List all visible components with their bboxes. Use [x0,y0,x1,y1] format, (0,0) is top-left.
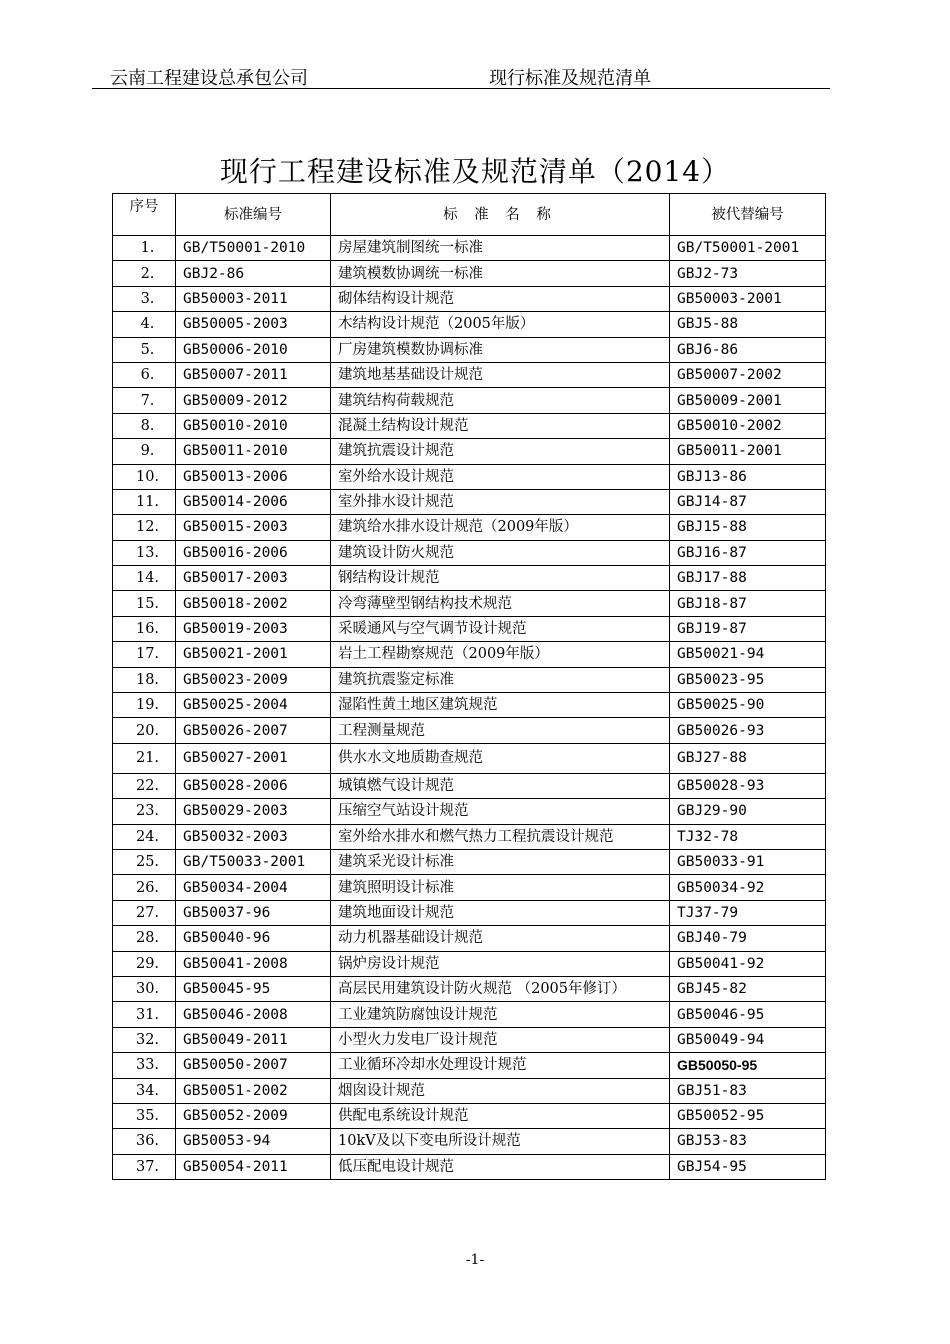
cell-name: 混凝土结构设计规范 [331,413,670,438]
table-row [113,642,826,667]
table-row [113,900,826,925]
table-row [113,312,826,337]
header-replaced: 被代替编号 [670,194,826,236]
cell-name: 建筑给水排水设计规范（2009年版） [331,515,670,540]
cell-code: GB50025-2004 [176,693,331,718]
cell-name: 厂房建筑模数协调标准 [331,337,670,362]
table-row [113,976,826,1001]
header-name: 标 准 名 称 [331,194,670,236]
cell-no: 36. [113,1129,176,1154]
cell-code: GB/T50033-2001 [176,849,331,874]
cell-no: 15. [113,591,176,616]
cell-replaced: TJ37-79 [670,900,826,925]
cell-replaced: GBJ2-73 [670,261,826,286]
cell-no: 11. [113,489,176,514]
table-row [113,1053,826,1078]
cell-code: GB50041-2008 [176,951,331,976]
cell-replaced: GB50026-93 [670,718,826,743]
cell-replaced: GB50041-92 [670,951,826,976]
table-row [113,875,826,900]
table-row [113,773,826,798]
cell-replaced: GBJ40-79 [670,926,826,951]
cell-replaced: GBJ18-87 [670,591,826,616]
cell-name: 室外给水设计规范 [331,464,670,489]
table-row [113,337,826,362]
cell-no: 17. [113,642,176,667]
cell-replaced: GBJ45-82 [670,976,826,1001]
cell-code: GB50053-94 [176,1129,331,1154]
cell-no: 4. [113,312,176,337]
cell-replaced: GB50023-95 [670,667,826,692]
cell-code: GB50027-2001 [176,743,331,773]
table-row [113,591,826,616]
cell-code: GB50046-2008 [176,1002,331,1027]
cell-no: 10. [113,464,176,489]
cell-name: 工业循环冷却水处理设计规范 [331,1053,670,1078]
cell-name: 木结构设计规范（2005年版） [331,312,670,337]
header-doc-title: 现行标准及规范清单 [489,68,651,89]
cell-replaced: GBJ27-88 [670,743,826,773]
cell-code: GB50040-96 [176,926,331,951]
cell-replaced: GBJ19-87 [670,616,826,641]
cell-code: GB50032-2003 [176,824,331,849]
cell-code: GB50050-2007 [176,1053,331,1078]
cell-no: 6. [113,362,176,387]
cell-code: GB50021-2001 [176,642,331,667]
cell-no: 23. [113,799,176,824]
cell-name: 建筑模数协调统一标准 [331,261,670,286]
table-row [113,824,826,849]
table-body [113,236,826,1180]
cell-code: GB50017-2003 [176,566,331,591]
cell-no: 25. [113,849,176,874]
table-row [113,1078,826,1103]
cell-replaced: GB50003-2001 [670,286,826,311]
cell-replaced: GB50046-95 [670,1002,826,1027]
cell-no: 7. [113,388,176,413]
cell-code: GB50026-2007 [176,718,331,743]
cell-code: GB50052-2009 [176,1103,331,1128]
cell-replaced: GBJ15-88 [670,515,826,540]
cell-code: GB50009-2012 [176,388,331,413]
cell-replaced: GBJ17-88 [670,566,826,591]
cell-no: 34. [113,1078,176,1103]
cell-code: GB50028-2006 [176,773,331,798]
cell-no: 12. [113,515,176,540]
cell-no: 26. [113,875,176,900]
cell-no: 1. [113,236,176,261]
cell-replaced: GBJ53-83 [670,1129,826,1154]
cell-replaced: GB/T50001-2001 [670,236,826,261]
table-row [113,261,826,286]
table-row [113,566,826,591]
cell-no: 18. [113,667,176,692]
cell-name: 压缩空气站设计规范 [331,799,670,824]
cell-replaced: GB50021-94 [670,642,826,667]
cell-name: 建筑结构荷载规范 [331,388,670,413]
cell-code: GB50016-2006 [176,540,331,565]
cell-replaced: GBJ16-87 [670,540,826,565]
cell-no: 19. [113,693,176,718]
cell-no: 22. [113,773,176,798]
cell-name: 城镇燃气设计规范 [331,773,670,798]
cell-code: GB50023-2009 [176,667,331,692]
cell-code: GB50005-2003 [176,312,331,337]
cell-name: 湿陷性黄土地区建筑规范 [331,693,670,718]
cell-replaced: GB50028-93 [670,773,826,798]
cell-no: 2. [113,261,176,286]
cell-code: GB50013-2006 [176,464,331,489]
cell-code: GB50054-2011 [176,1154,331,1179]
cell-replaced: GBJ5-88 [670,312,826,337]
table-row [113,1027,826,1052]
cell-replaced: TJ32-78 [670,824,826,849]
cell-code: GB50034-2004 [176,875,331,900]
cell-code: GB50029-2003 [176,799,331,824]
cell-code: GB50011-2010 [176,439,331,464]
cell-name: 建筑设计防火规范 [331,540,670,565]
cell-no: 35. [113,1103,176,1128]
cell-no: 27. [113,900,176,925]
cell-replaced: GB50050-95 [670,1053,826,1078]
table-header-row [113,194,826,236]
cell-no: 5. [113,337,176,362]
table-row [113,540,826,565]
cell-name: 建筑采光设计标准 [331,849,670,874]
table-row [113,667,826,692]
cell-name: 建筑抗震鉴定标准 [331,667,670,692]
cell-no: 32. [113,1027,176,1052]
cell-replaced: GB50011-2001 [670,439,826,464]
cell-name: 建筑抗震设计规范 [331,439,670,464]
cell-name: 动力机器基础设计规范 [331,926,670,951]
cell-replaced: GB50049-94 [670,1027,826,1052]
cell-replaced: GBJ51-83 [670,1078,826,1103]
page-header [92,64,830,89]
cell-code: GB50014-2006 [176,489,331,514]
table-row [113,388,826,413]
table-row [113,1002,826,1027]
cell-code: GB50049-2011 [176,1027,331,1052]
cell-name: 钢结构设计规范 [331,566,670,591]
cell-name: 供水水文地质勘查规范 [331,743,670,773]
cell-no: 24. [113,824,176,849]
cell-no: 29. [113,951,176,976]
table-row [113,464,826,489]
table-row [113,515,826,540]
cell-code: GB50019-2003 [176,616,331,641]
table-row [113,743,826,773]
page-title: 现行工程建设标准及规范清单（2014） [219,155,731,188]
cell-replaced: GBJ13-86 [670,464,826,489]
cell-code: GB50015-2003 [176,515,331,540]
cell-code: GB50006-2010 [176,337,331,362]
cell-code: GB50051-2002 [176,1078,331,1103]
cell-replaced: GB50052-95 [670,1103,826,1128]
cell-no: 31. [113,1002,176,1027]
cell-name: 冷弯薄壁型钢结构技术规范 [331,591,670,616]
table-row [113,489,826,514]
header-no: 序号 [113,194,176,236]
cell-no: 13. [113,540,176,565]
table-row [113,693,826,718]
cell-code: GB50007-2011 [176,362,331,387]
cell-replaced: GB50025-90 [670,693,826,718]
cell-name: 高层民用建筑设计防火规范 （2005年修订） [331,976,670,1001]
cell-no: 37. [113,1154,176,1179]
cell-name: 供配电系统设计规范 [331,1103,670,1128]
cell-name: 烟囱设计规范 [331,1078,670,1103]
cell-replaced: GBJ54-95 [670,1154,826,1179]
cell-name: 锅炉房设计规范 [331,951,670,976]
cell-code: GB50018-2002 [176,591,331,616]
header-company: 云南工程建设总承包公司 [110,68,308,89]
cell-no: 33. [113,1053,176,1078]
cell-no: 20. [113,718,176,743]
cell-replaced: GB50007-2002 [670,362,826,387]
table-row [113,362,826,387]
table-row [113,286,826,311]
cell-name: 房屋建筑制图统一标准 [331,236,670,261]
cell-name: 10kV及以下变电所设计规范 [331,1129,670,1154]
cell-name: 建筑照明设计标准 [331,875,670,900]
cell-name: 采暖通风与空气调节设计规范 [331,616,670,641]
cell-no: 14. [113,566,176,591]
cell-name: 室外排水设计规范 [331,489,670,514]
table-row [113,413,826,438]
page-number: -1- [465,1252,485,1268]
table-row [113,799,826,824]
header-code: 标准编号 [176,194,331,236]
cell-no: 28. [113,926,176,951]
table-row [113,439,826,464]
cell-code: GB50045-95 [176,976,331,1001]
table-row [113,849,826,874]
cell-code: GB50010-2010 [176,413,331,438]
cell-no: 21. [113,743,176,773]
cell-code: GB50003-2011 [176,286,331,311]
cell-replaced: GB50009-2001 [670,388,826,413]
table-row [113,718,826,743]
cell-name: 工程测量规范 [331,718,670,743]
table-row [113,236,826,261]
cell-replaced: GBJ29-90 [670,799,826,824]
cell-name: 室外给水排水和燃气热力工程抗震设计规范 [331,824,670,849]
cell-name: 砌体结构设计规范 [331,286,670,311]
standards-table [112,193,826,1180]
table-row [113,1103,826,1128]
table-row [113,926,826,951]
table-row [113,1154,826,1179]
cell-no: 16. [113,616,176,641]
cell-name: 建筑地面设计规范 [331,900,670,925]
cell-no: 9. [113,439,176,464]
table-row [113,616,826,641]
cell-replaced: GBJ14-87 [670,489,826,514]
cell-replaced: GBJ6-86 [670,337,826,362]
cell-name: 低压配电设计规范 [331,1154,670,1179]
cell-replaced: GB50010-2002 [670,413,826,438]
cell-code: GB50037-96 [176,900,331,925]
cell-name: 建筑地基基础设计规范 [331,362,670,387]
cell-name: 小型火力发电厂设计规范 [331,1027,670,1052]
table-row [113,1129,826,1154]
cell-name: 工业建筑防腐蚀设计规范 [331,1002,670,1027]
cell-no: 30. [113,976,176,1001]
cell-replaced: GB50033-91 [670,849,826,874]
cell-no: 3. [113,286,176,311]
table-row [113,951,826,976]
cell-name: 岩土工程勘察规范（2009年版） [331,642,670,667]
cell-replaced: GB50034-92 [670,875,826,900]
cell-code: GB/T50001-2010 [176,236,331,261]
cell-code: GBJ2-86 [176,261,331,286]
cell-no: 8. [113,413,176,438]
